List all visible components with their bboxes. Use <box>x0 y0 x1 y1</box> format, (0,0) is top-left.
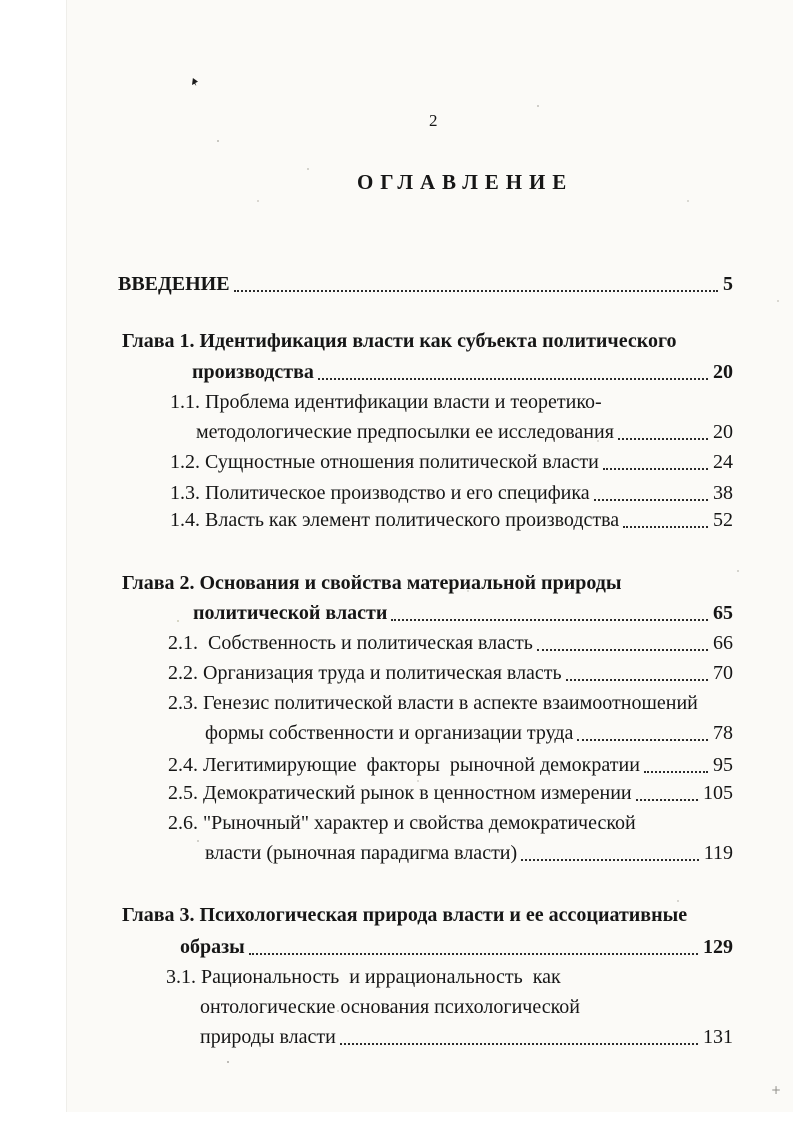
toc-entry <box>192 359 733 385</box>
toc-entry <box>170 449 733 475</box>
toc-entry <box>170 480 733 506</box>
toc-entry-text: 2.2. Организация труда и политическая власть <box>168 662 562 684</box>
toc-entry-text: формы собственности и организации труда <box>205 722 574 744</box>
toc-page-number: 20 <box>713 421 733 443</box>
toc-entry-text: Глава 3. Психологическая природа власти и ее ассоциативные <box>122 904 688 926</box>
toc-entry <box>205 840 733 866</box>
toc-page-number: 131 <box>703 1026 733 1048</box>
dot-leader <box>623 526 708 528</box>
toc-entry-text: 1.1. Проблема идентификации власти и теоретико- <box>170 391 602 413</box>
toc-entry <box>170 507 733 533</box>
toc-entry-text: 1.2. Сущностные отношения политической власти <box>170 451 599 473</box>
dot-leader <box>521 859 699 861</box>
toc-entry <box>196 419 733 445</box>
dot-leader <box>249 953 698 955</box>
dot-leader <box>391 619 708 621</box>
dot-leader <box>340 1043 698 1045</box>
toc-entry-text: 2.1. Собственность и политическая власть <box>168 632 533 654</box>
toc-page-number: 105 <box>703 782 733 804</box>
toc-entry-text: 2.5. Демократический рынок в ценностном измерении <box>168 782 632 804</box>
toc-entry-text: 2.6. "Рыночный" характер и свойства демократической <box>168 812 636 834</box>
dot-leader <box>618 438 708 440</box>
scan-noise-speckles <box>217 140 219 142</box>
dot-leader <box>636 799 698 801</box>
toc-entry <box>168 810 733 836</box>
toc-entry-text: 2.3. Генезис политической власти в аспекте взаимоотношений <box>168 692 698 714</box>
toc-page-number: 66 <box>713 632 733 654</box>
toc-entry-text: производства <box>192 361 314 383</box>
toc-entry <box>170 389 733 415</box>
toc-entry-text: методологические предпосылки ее исследования <box>196 421 614 443</box>
dot-leader <box>566 679 708 681</box>
toc-entry-text: политической власти <box>193 602 388 624</box>
toc-page-number: 5 <box>723 273 733 295</box>
toc-entry-text: онтологические основания психологической <box>200 996 581 1018</box>
toc-page-number: 38 <box>713 482 733 504</box>
page-number: 2 <box>429 111 439 130</box>
toc-entry-text: 3.1. Рациональность и иррациональность как <box>166 966 561 988</box>
scan-corner-plus-mark: + <box>771 1083 782 1097</box>
toc-entry-text: Глава 2. Основания и свойства материальной природы <box>122 572 622 594</box>
toc-entry <box>122 902 733 928</box>
toc-entry-text: природы власти <box>200 1026 336 1048</box>
toc-entry <box>168 780 733 806</box>
toc-entry <box>168 690 733 716</box>
toc-entry-text: 2.4. Легитимирующие факторы рыночной демократии <box>168 754 640 776</box>
toc-page-number: 70 <box>713 662 733 684</box>
dot-leader <box>594 499 708 501</box>
toc-entry <box>200 994 733 1020</box>
page-title: ОГЛАВЛЕНИЕ <box>357 170 574 194</box>
toc-entry <box>168 752 733 778</box>
dot-leader <box>234 290 718 292</box>
toc-entry <box>180 934 733 960</box>
toc-page-number: 20 <box>713 361 733 383</box>
toc-entry <box>122 570 733 596</box>
toc-entry <box>205 720 733 746</box>
toc-entry <box>122 328 733 354</box>
toc-page-number: 119 <box>703 842 733 864</box>
toc-entry-text: власти (рыночная парадигма власти) <box>205 842 518 864</box>
toc-entry-text: 1.3. Политическое производство и его специфика <box>170 482 590 504</box>
toc-page-number: 129 <box>703 936 733 958</box>
toc-entry <box>168 660 733 686</box>
dot-leader <box>318 378 708 380</box>
toc-entry-text: образы <box>180 936 245 958</box>
toc-page-number: 95 <box>713 754 733 776</box>
toc-entry-text: 1.4. Власть как элемент политического производства <box>170 509 620 531</box>
toc-entry <box>200 1024 733 1050</box>
toc-entry <box>118 271 733 297</box>
dot-leader <box>603 468 708 470</box>
toc-page-number: 24 <box>713 451 733 473</box>
toc-entry <box>166 964 733 990</box>
toc-entry <box>168 630 733 656</box>
toc-page-number: 52 <box>713 509 733 531</box>
dot-leader <box>537 649 708 651</box>
toc-entry-text: Глава 1. Идентификация власти как субъекта политического <box>122 330 677 352</box>
dot-leader <box>577 739 708 741</box>
toc-page-number: 78 <box>713 722 733 744</box>
toc-entry <box>193 600 733 626</box>
dot-leader <box>644 771 708 773</box>
toc-entry-text: ВВЕДЕНИЕ <box>118 273 230 295</box>
toc-page-number: 65 <box>713 602 733 624</box>
